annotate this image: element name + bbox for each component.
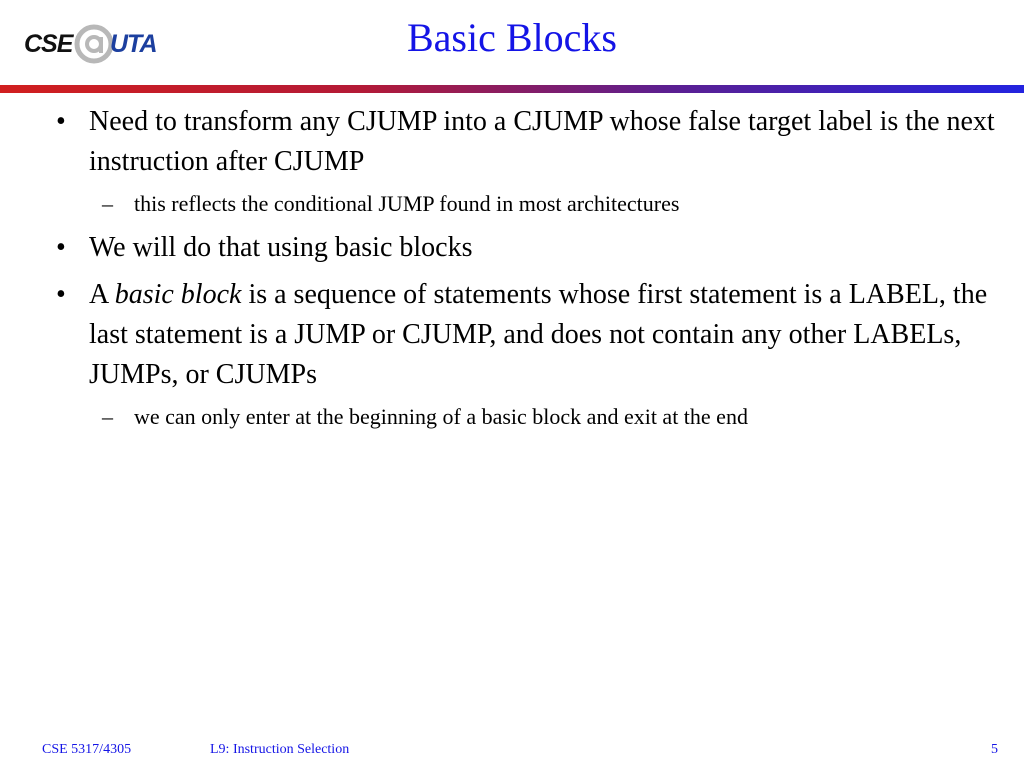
bullet-item [50,102,1000,182]
sub-bullet-item [50,189,1000,219]
title-divider [0,85,1024,93]
footer-lecture-title: L9: Instruction Selection [210,742,350,757]
bullet-text: We will do that using basic blocks [89,232,473,263]
bullet-text: Need to transform any CJUMP into a CJUMP whose false target label is the next instruction after CJUMP [89,106,995,177]
bullet-item [50,275,1000,395]
bullet-marker: • [56,232,66,263]
emphasized-term: basic block [114,279,242,310]
sub-bullet-marker: – [102,191,113,216]
sub-bullet-marker: – [102,404,113,429]
bullet-item [50,228,1000,268]
sub-bullet-text: we can only enter at the beginning of a basic block and exit at the end [134,404,748,429]
footer-course: CSE 5317/4305 [42,742,132,757]
bullet-marker: • [56,106,66,137]
footer-page-number: 5 [991,742,998,757]
bullet-text-prefix: A [89,279,115,310]
bullet-text-suffix: is a sequence of statements whose first statement is a LABEL, the last statement is a JUMP or CJUMP, and does not contain any other LABELs, JUMPs, or CJUMPs [89,279,988,390]
slide-title: Basic Blocks [407,15,617,60]
logo-cse-text: CSE [24,30,73,58]
logo-uta-text: UTA [110,30,157,58]
sub-bullet-text: this reflects the conditional JUMP found in most architectures [134,191,680,216]
bullet-marker: • [56,279,66,310]
slide-body [50,102,1000,441]
sub-bullet-item [50,402,1000,432]
